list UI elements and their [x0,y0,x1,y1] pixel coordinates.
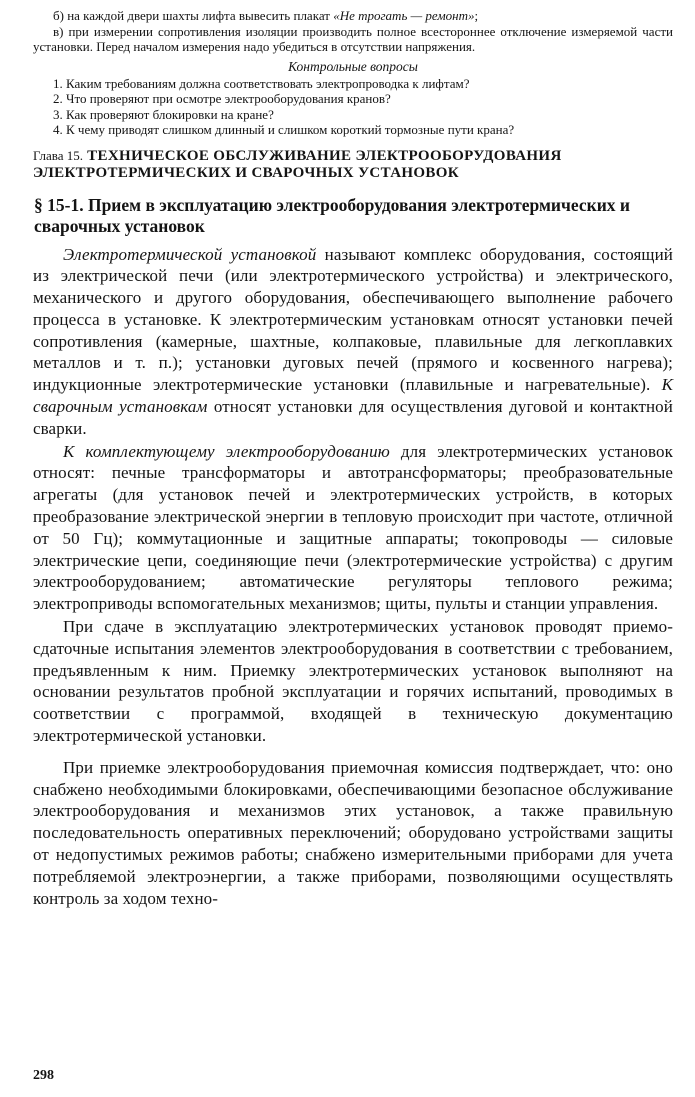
term-electrothermal-installation: Электротермической установкой [63,244,317,264]
question-item: 2. Что проверяют при осмотре электрооборудования кранов? [53,91,391,106]
paragraph-2: К комплектующему электрооборудованию для электротермических установок относят: печные трансформаторы и автотрансформаторы; преобразовательные агрегаты (для установок печей и электротермических устройств, в которых преобразование электрической энергии в тепловую происходит при частоте, отличной от 50 Гц); коммутационные и защитные аппараты; токопроводы — силовые электрические цепи, соединяющие печи (электротермические устройства) с другим электрооборудованием; автоматические регуляторы теплового режима; электроприводы вспомогательных механизмов; щиты, пульты и станции управления. [33,441,673,614]
chapter-title: ТЕХНИЧЕСКОЕ ОБСЛУЖИВАНИЕ ЭЛЕКТРООБОРУДОВАНИЯ ЭЛЕКТРОТЕРМИЧЕСКИХ И СВАРОЧНЫХ УСТАНОВОК [33,147,562,181]
page-number: 298 [33,1068,54,1083]
chapter-heading [33,147,673,183]
body-text [33,244,673,910]
paragraph-4: При приемке электрооборудования приемочная комиссия подтверждает, что: оно снабжено необходимыми блокировками, обеспечивающими безопасное обслуживание электрооборудования и механизмов этих установок, а также правильную последовательность оперативных переключений; оборудовано устройствами защиты от недопустимых режимов работы; снабжено измерительными приборами для учета потребляемой электроэнергии, а также приборами, позволяющими осуществлять контроль за ходом техно- [33,757,673,908]
control-questions-title: Контрольные вопросы [288,58,418,74]
paragraph-1: Электротермической установкой называют комплекс оборудования, состоящий из электрической печи (или электротермического устройства) и электрического, механического и другого оборудования, обеспечивающего выполнение рабочего процесса в установке. К электротермическим установкам относят установки печей сопротивления (камерные, шахтные, колпаковые, плавильные для легкоплавких металлов и т. п.); установки дуговых печей (прямого и косвенного нагрева); индукционные электротермические установки (плавильные и нагревательные). К сварочным установкам относят установки для осуществления дуговой и контактной сварки. [33,244,673,438]
paragraph-3: При сдаче в эксплуатацию электротермических установок проводят приемо-сдаточные испытания элементов электрооборудования в соответствии с требованием, предъявленным к ним. Приемку электротермических установок выполняют на основании результатов пробной эксплуатации и горячих испытаний, проводимых в соответствии с программой, входящей в техническую документацию электротермической установки. [33,617,673,746]
control-questions-list [33,76,673,138]
poster-text: «Не трогать — ремонт» [333,8,475,23]
term-welding-installations: К сварочным установкам [33,375,673,417]
question-item: 4. К чему приводят слишком длинный и слишком короткий тормозные пути крана? [53,122,515,137]
section-heading: § 15-1. Прием в эксплуатацию электрооборудования электротермических и сварочных установок [34,194,630,236]
question-item: 1. Каким требованиям должна соответствовать электропроводка к лифтам? [53,75,470,91]
question-item: 3. Как проверяют блокировки на кране? [53,106,274,122]
list-item-v: в) при измерении сопротивления изоляции производить полное всестороннее отключение измеряемой части установки. Перед началом измерения надо убедиться в отсутствии напряжения. [33,23,673,54]
chapter-label: Глава 15. [33,147,84,163]
list-item-b: б) на каждой двери шахты лифта вывесить плакат «Не трогать — ремонт»; [53,8,479,23]
term-complementary-equipment: К комплектующему электрооборудованию [63,441,390,461]
